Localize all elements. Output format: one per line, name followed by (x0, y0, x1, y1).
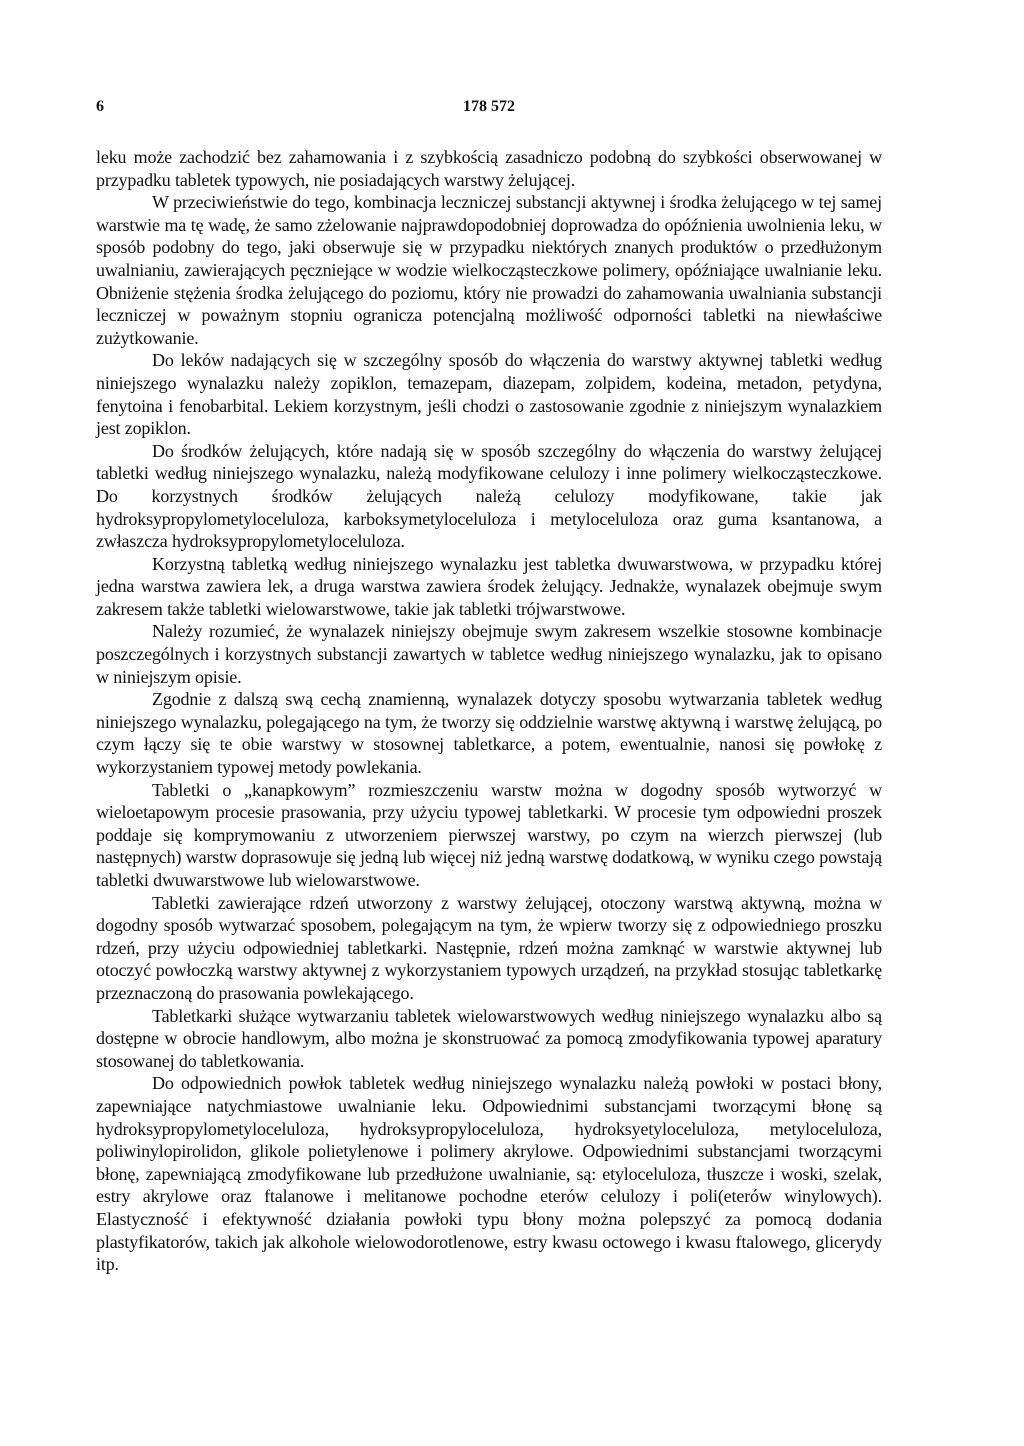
paragraph: Do leków nadających się w szczególny sposób do włączenia do warstwy aktywnej tabletki według niniejszego wynalazku należy zopiklon, temazepam, diazepam, zolpidem, kodeina, metadon, petydyna, fenytoina i fenobarbital. Lekiem korzystnym, jeśli chodzi o zastosowanie zgodnie z niniejszym wynalazkiem jest zopiklon. (96, 350, 882, 439)
paragraph: leku może zachodzić bez zahamowania i z szybkością zasadniczo podobną do szybkości obserwowanej w przypadku tabletek typowych, nie posiadających warstwy żelującej. (96, 147, 882, 190)
paragraph: Należy rozumieć, że wynalazek niniejszy obejmuje swym zakresem wszelkie stosowne kombinacje poszczególnych i korzystnych substancji zawartych w tabletce według niniejszego wynalazku, jak to opisano w niniejszym opisie. (96, 621, 882, 687)
page-header (96, 98, 882, 122)
paragraph: Tabletki zawierające rdzeń utworzony z warstwy żelującej, otoczony warstwą aktywną, można w dogodny sposób wytwarzać sposobem, polegającym na tym, że wpierw tworzy się z odpowiedniego proszku rdzeń, przy użyciu odpowiedniej tabletkarki. Następnie, rdzeń można zamknąć w warstwie aktywnej lub otoczyć powłoczką warstwy aktywnej z wykorzystaniem typowych urządzeń, na przykład stosując tabletkarkę przeznaczoną do prasowania powlekającego. (96, 892, 882, 1003)
paragraph: Tabletkarki służące wytwarzaniu tabletek wielowarstwowych według niniejszego wynalazku albo są dostępne w obrocie handlowym, albo można je skonstruować za pomocą zmodyfikowania typowej aparatury stosowanej do tabletkowania. (96, 1005, 882, 1071)
paragraph: Do odpowiednich powłok tabletek według niniejszego wynalazku należą powłoki w postaci błony, zapewniające natychmiastowe uwalnianie leku. Odpowiednimi substancjami tworzącymi błonę są hydroksypropylometyloceluloza, hydroksypropyloceluloza, hydroksyetyloceluloza, metyloceluloza, poliwinylopirolidon, glikole polietylenowe i polimery akrylowe. Odpowiednimi substancjami tworzącymi błonę, zapewniającą zmodyfikowane lub przedłużone uwalnianie, są: etyloceluloza, tłuszcze i woski, szelak, estry akrylowe oraz ftalanowe i melitanowe pochodne eterów celulozy i poli(eterów winylowych). Elastyczność i efektywność działania powłoki typu błony można polepszyć za pomocą dodania plastyfikatorów, takich jak alkohole wielowodorotlenowe, estry kwasu octowego i kwasu ftalowego, glicerydy itp. (96, 1073, 882, 1275)
paragraph: Zgodnie z dalszą swą cechą znamienną, wynalazek dotyczy sposobu wytwarzania tabletek według niniejszego wynalazku, polegającego na tym, że tworzy się oddzielnie warstwę aktywną i warstwę żelującą, po czym łączy się te obie warstwy w stosownej tabletkarce, a potem, ewentualnie, nanosi się powłokę z wykorzystaniem typowej metody powlekania. (96, 689, 882, 778)
paragraph: W przeciwieństwie do tego, kombinacja leczniczej substancji aktywnej i środka żelującego w tej samej warstwie ma tę wadę, że samo zżelowanie najprawdopodobniej doprowadza do opóźnienia uwolnienia leku, w sposób podobny do tego, jaki obserwuje się w przypadku niektórych znanych produktów o przedłużonym uwalnianiu, zawierających pęczniejące w wodzie wielkocząsteczkowe polimery, opóźniające uwalnianie leku. Obniżenie stężenia środka żelującego do poziomu, który nie prowadzi do zahamowania uwalniania substancji leczniczej w poważnym stopniu ogranicza potencjalną możliwość odporności tabletki na niewłaściwe zużytkowanie. (96, 192, 882, 348)
patent-number: 178 572 (463, 98, 515, 115)
body-text (96, 146, 882, 1276)
page-number: 6 (96, 98, 104, 115)
paragraph: Korzystną tabletką według niniejszego wynalazku jest tabletka dwuwarstwowa, w przypadku której jedna warstwa zawiera lek, a druga warstwa zawiera środek żelujący. Jednakże, wynalazek obejmuje swym zakresem także tabletki wielowarstwowe, takie jak tabletki trójwarstwowe. (96, 553, 882, 619)
paragraph: Tabletki o „kanapkowym” rozmieszczeniu warstw można w dogodny sposób wytworzyć w wieloetapowym procesie prasowania, przy użyciu typowej tabletkarki. W procesie tym odpowiedni proszek poddaje się komprymowaniu z utworzeniem pierwszej warstwy, po czym na wierzch pierwszej (lub następnych) warstw doprasowuje się jedną lub więcej niż jedną warstwę dodatkową, w wyniku czego powstają tabletki dwuwarstwowe lub wielowarstwowe. (96, 779, 882, 890)
paragraph: Do środków żelujących, które nadają się w sposób szczególny do włączenia do warstwy żelującej tabletki według niniejszego wynalazku, należą modyfikowane celulozy i inne polimery wielkocząsteczkowe. Do korzystnych środków żelujących należą celulozy modyfikowane, takie jak hydroksypropylometyloceluloza, karboksymetyloceluloza i metyloceluloza oraz guma ksantanowa, a zwłaszcza hydroksypropylometyloceluloza. (96, 440, 882, 552)
